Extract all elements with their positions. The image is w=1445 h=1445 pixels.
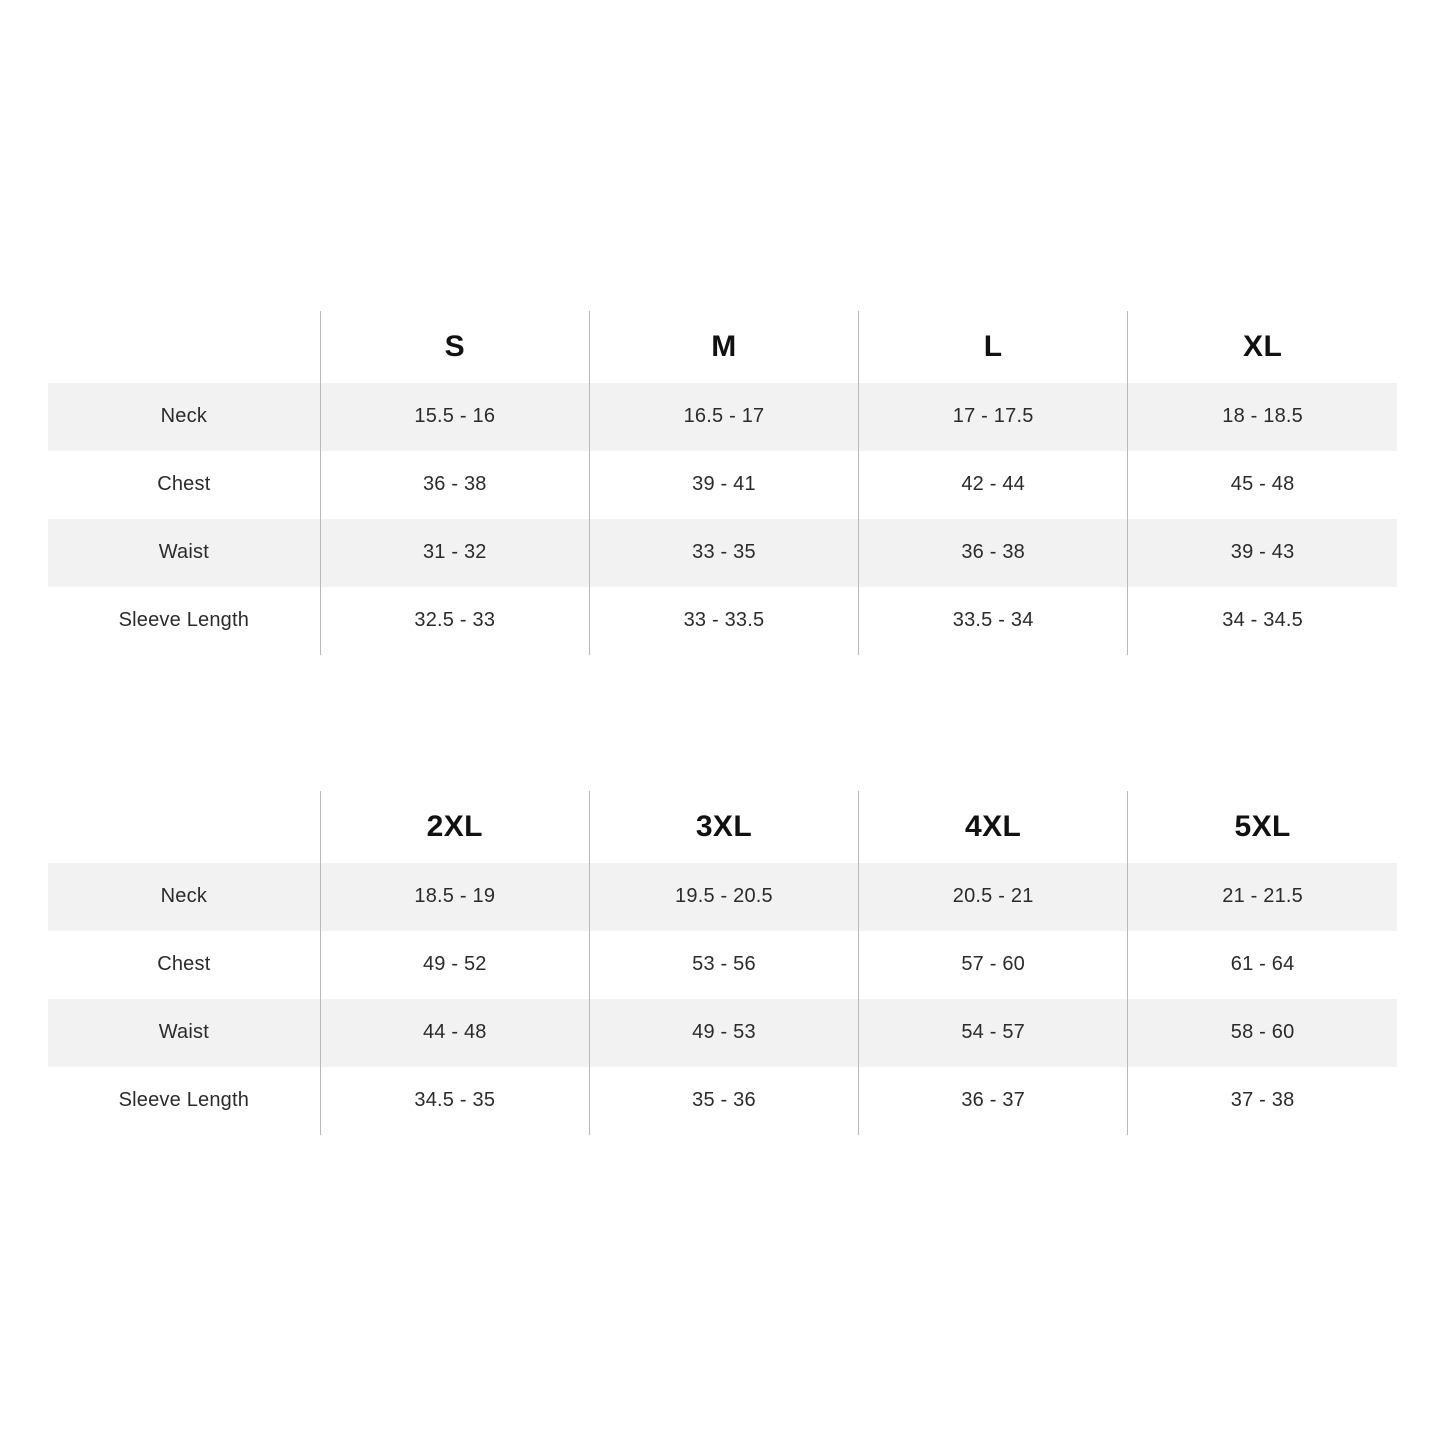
table-body-2xl-5xl	[48, 863, 1397, 1135]
header-row	[48, 791, 1397, 863]
cell-waist-3xl: 49 - 53	[589, 999, 858, 1067]
corner-cell	[48, 791, 320, 863]
column-header-size-3: 4XL	[859, 791, 1128, 863]
row-label-neck: Neck	[48, 383, 320, 451]
table-row	[48, 863, 1397, 931]
cell-sleeve-l: 33.5 - 34	[859, 587, 1128, 655]
row-label-neck: Neck	[48, 863, 320, 931]
table-body-s-xl	[48, 383, 1397, 655]
row-label-waist: Waist	[48, 999, 320, 1067]
column-header-size-1: S	[320, 311, 589, 383]
size-table-s-xl	[48, 311, 1397, 655]
cell-chest-3xl: 53 - 56	[589, 931, 858, 999]
cell-neck-s: 15.5 - 16	[320, 383, 589, 451]
table-row	[48, 587, 1397, 655]
cell-chest-5xl: 61 - 64	[1128, 931, 1397, 999]
cell-waist-m: 33 - 35	[589, 519, 858, 587]
table-row	[48, 519, 1397, 587]
row-label-chest: Chest	[157, 953, 211, 975]
cell-chest-m: 39 - 41	[589, 451, 858, 519]
cell-neck-3xl: 19.5 - 20.5	[589, 863, 858, 931]
row-label-sleeve-length: Sleeve Length	[118, 1089, 250, 1111]
table-row	[48, 999, 1397, 1067]
cell-neck-4xl: 20.5 - 21	[859, 863, 1128, 931]
table-header-s-xl	[48, 311, 1397, 383]
table-row	[48, 1067, 1397, 1135]
cell-sleeve-xl: 34 - 34.5	[1128, 587, 1397, 655]
row-label-waist: Waist	[48, 519, 320, 587]
cell-sleeve-m: 33 - 33.5	[589, 587, 858, 655]
table-row	[48, 383, 1397, 451]
cell-sleeve-3xl: 35 - 36	[589, 1067, 858, 1135]
cell-sleeve-5xl: 37 - 38	[1128, 1067, 1397, 1135]
cell-neck-xl: 18 - 18.5	[1128, 383, 1397, 451]
cell-chest-2xl: 49 - 52	[320, 931, 589, 999]
cell-waist-l: 36 - 38	[859, 519, 1128, 587]
column-header-size-1: 2XL	[320, 791, 589, 863]
cell-waist-xl: 39 - 43	[1128, 519, 1397, 587]
cell-waist-s: 31 - 32	[320, 519, 589, 587]
cell-neck-m: 16.5 - 17	[589, 383, 858, 451]
cell-sleeve-2xl: 34.5 - 35	[320, 1067, 589, 1135]
size-table-2xl-5xl	[48, 791, 1397, 1135]
cell-waist-4xl: 54 - 57	[859, 999, 1128, 1067]
cell-waist-5xl: 58 - 60	[1128, 999, 1397, 1067]
header-row	[48, 311, 1397, 383]
cell-chest-4xl: 57 - 60	[859, 931, 1128, 999]
table-row	[48, 451, 1397, 519]
column-header-size-3: L	[859, 311, 1128, 383]
cell-chest-l: 42 - 44	[859, 451, 1128, 519]
row-label-sleeve-length: Sleeve Length	[118, 609, 250, 631]
cell-neck-2xl: 18.5 - 19	[320, 863, 589, 931]
cell-neck-l: 17 - 17.5	[859, 383, 1128, 451]
corner-cell	[48, 311, 320, 383]
column-header-size-4: XL	[1128, 311, 1397, 383]
cell-waist-2xl: 44 - 48	[320, 999, 589, 1067]
cell-sleeve-s: 32.5 - 33	[320, 587, 589, 655]
table-row	[48, 931, 1397, 999]
cell-sleeve-4xl: 36 - 37	[859, 1067, 1128, 1135]
column-header-size-4: 5XL	[1128, 791, 1397, 863]
row-label-chest: Chest	[157, 473, 211, 495]
cell-chest-s: 36 - 38	[320, 451, 589, 519]
column-header-size-2: M	[589, 311, 858, 383]
cell-chest-xl: 45 - 48	[1128, 451, 1397, 519]
cell-neck-5xl: 21 - 21.5	[1128, 863, 1397, 931]
column-header-size-2: 3XL	[589, 791, 858, 863]
table-header-2xl-5xl	[48, 791, 1397, 863]
